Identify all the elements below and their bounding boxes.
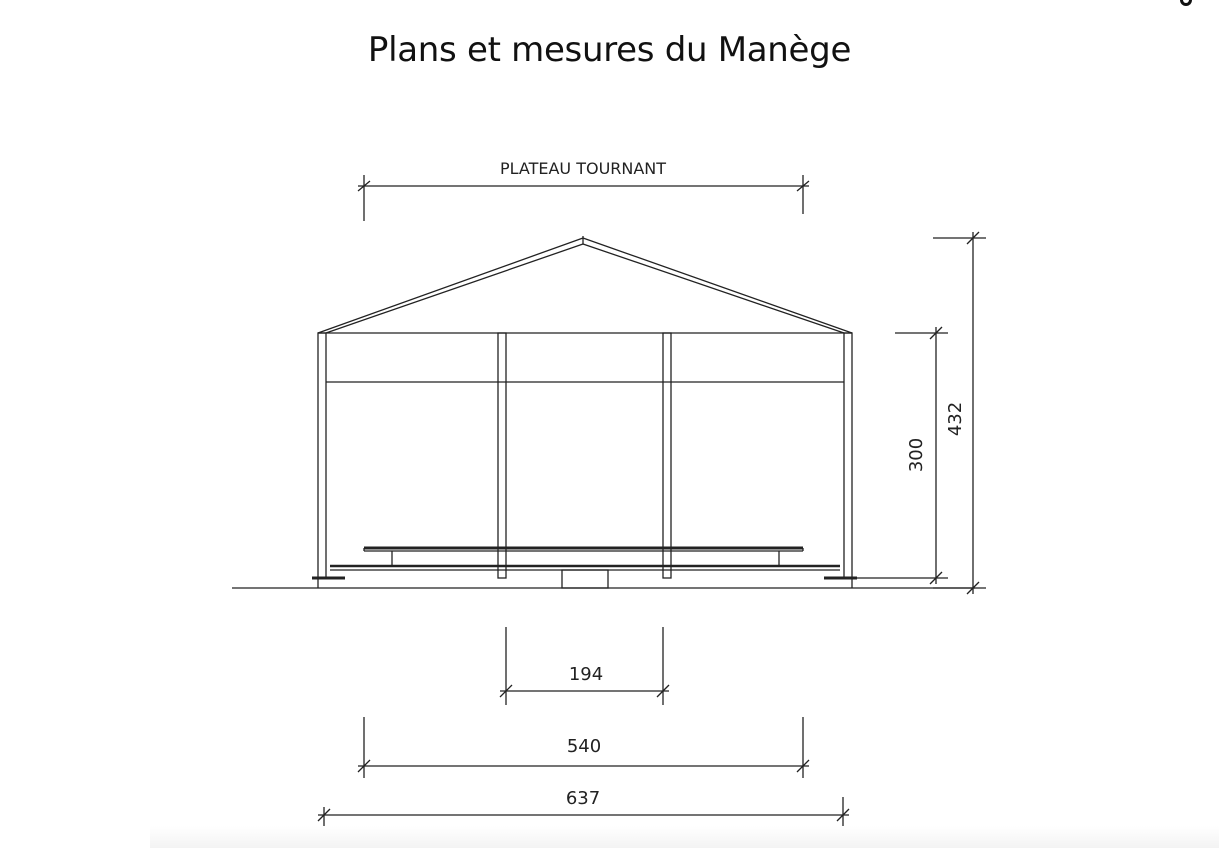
label-width-194: 194: [568, 664, 604, 685]
dimension-height-300: [857, 327, 948, 584]
bottom-shadow-band: [150, 826, 1219, 848]
label-height-432: 432: [945, 401, 966, 437]
base: [232, 566, 975, 588]
pillars: [318, 333, 852, 578]
pillar-inner-left: [498, 333, 506, 578]
label-width-637: 637: [565, 788, 601, 809]
label-width-540: 540: [566, 736, 602, 757]
pillar-right: [844, 333, 852, 578]
beams: [318, 333, 852, 382]
center-pedestal: [562, 570, 608, 588]
roof: [318, 236, 852, 333]
rotating-platform: [364, 548, 803, 566]
label-height-300: 300: [906, 437, 927, 473]
dimension-plateau-top: [358, 175, 809, 221]
pillar-inner-right: [663, 333, 671, 578]
label-plateau-tournant: PLATEAU TOURNANT: [499, 159, 667, 178]
page-title: Plans et mesures du Manège: [367, 30, 852, 70]
pillar-left: [318, 333, 326, 578]
